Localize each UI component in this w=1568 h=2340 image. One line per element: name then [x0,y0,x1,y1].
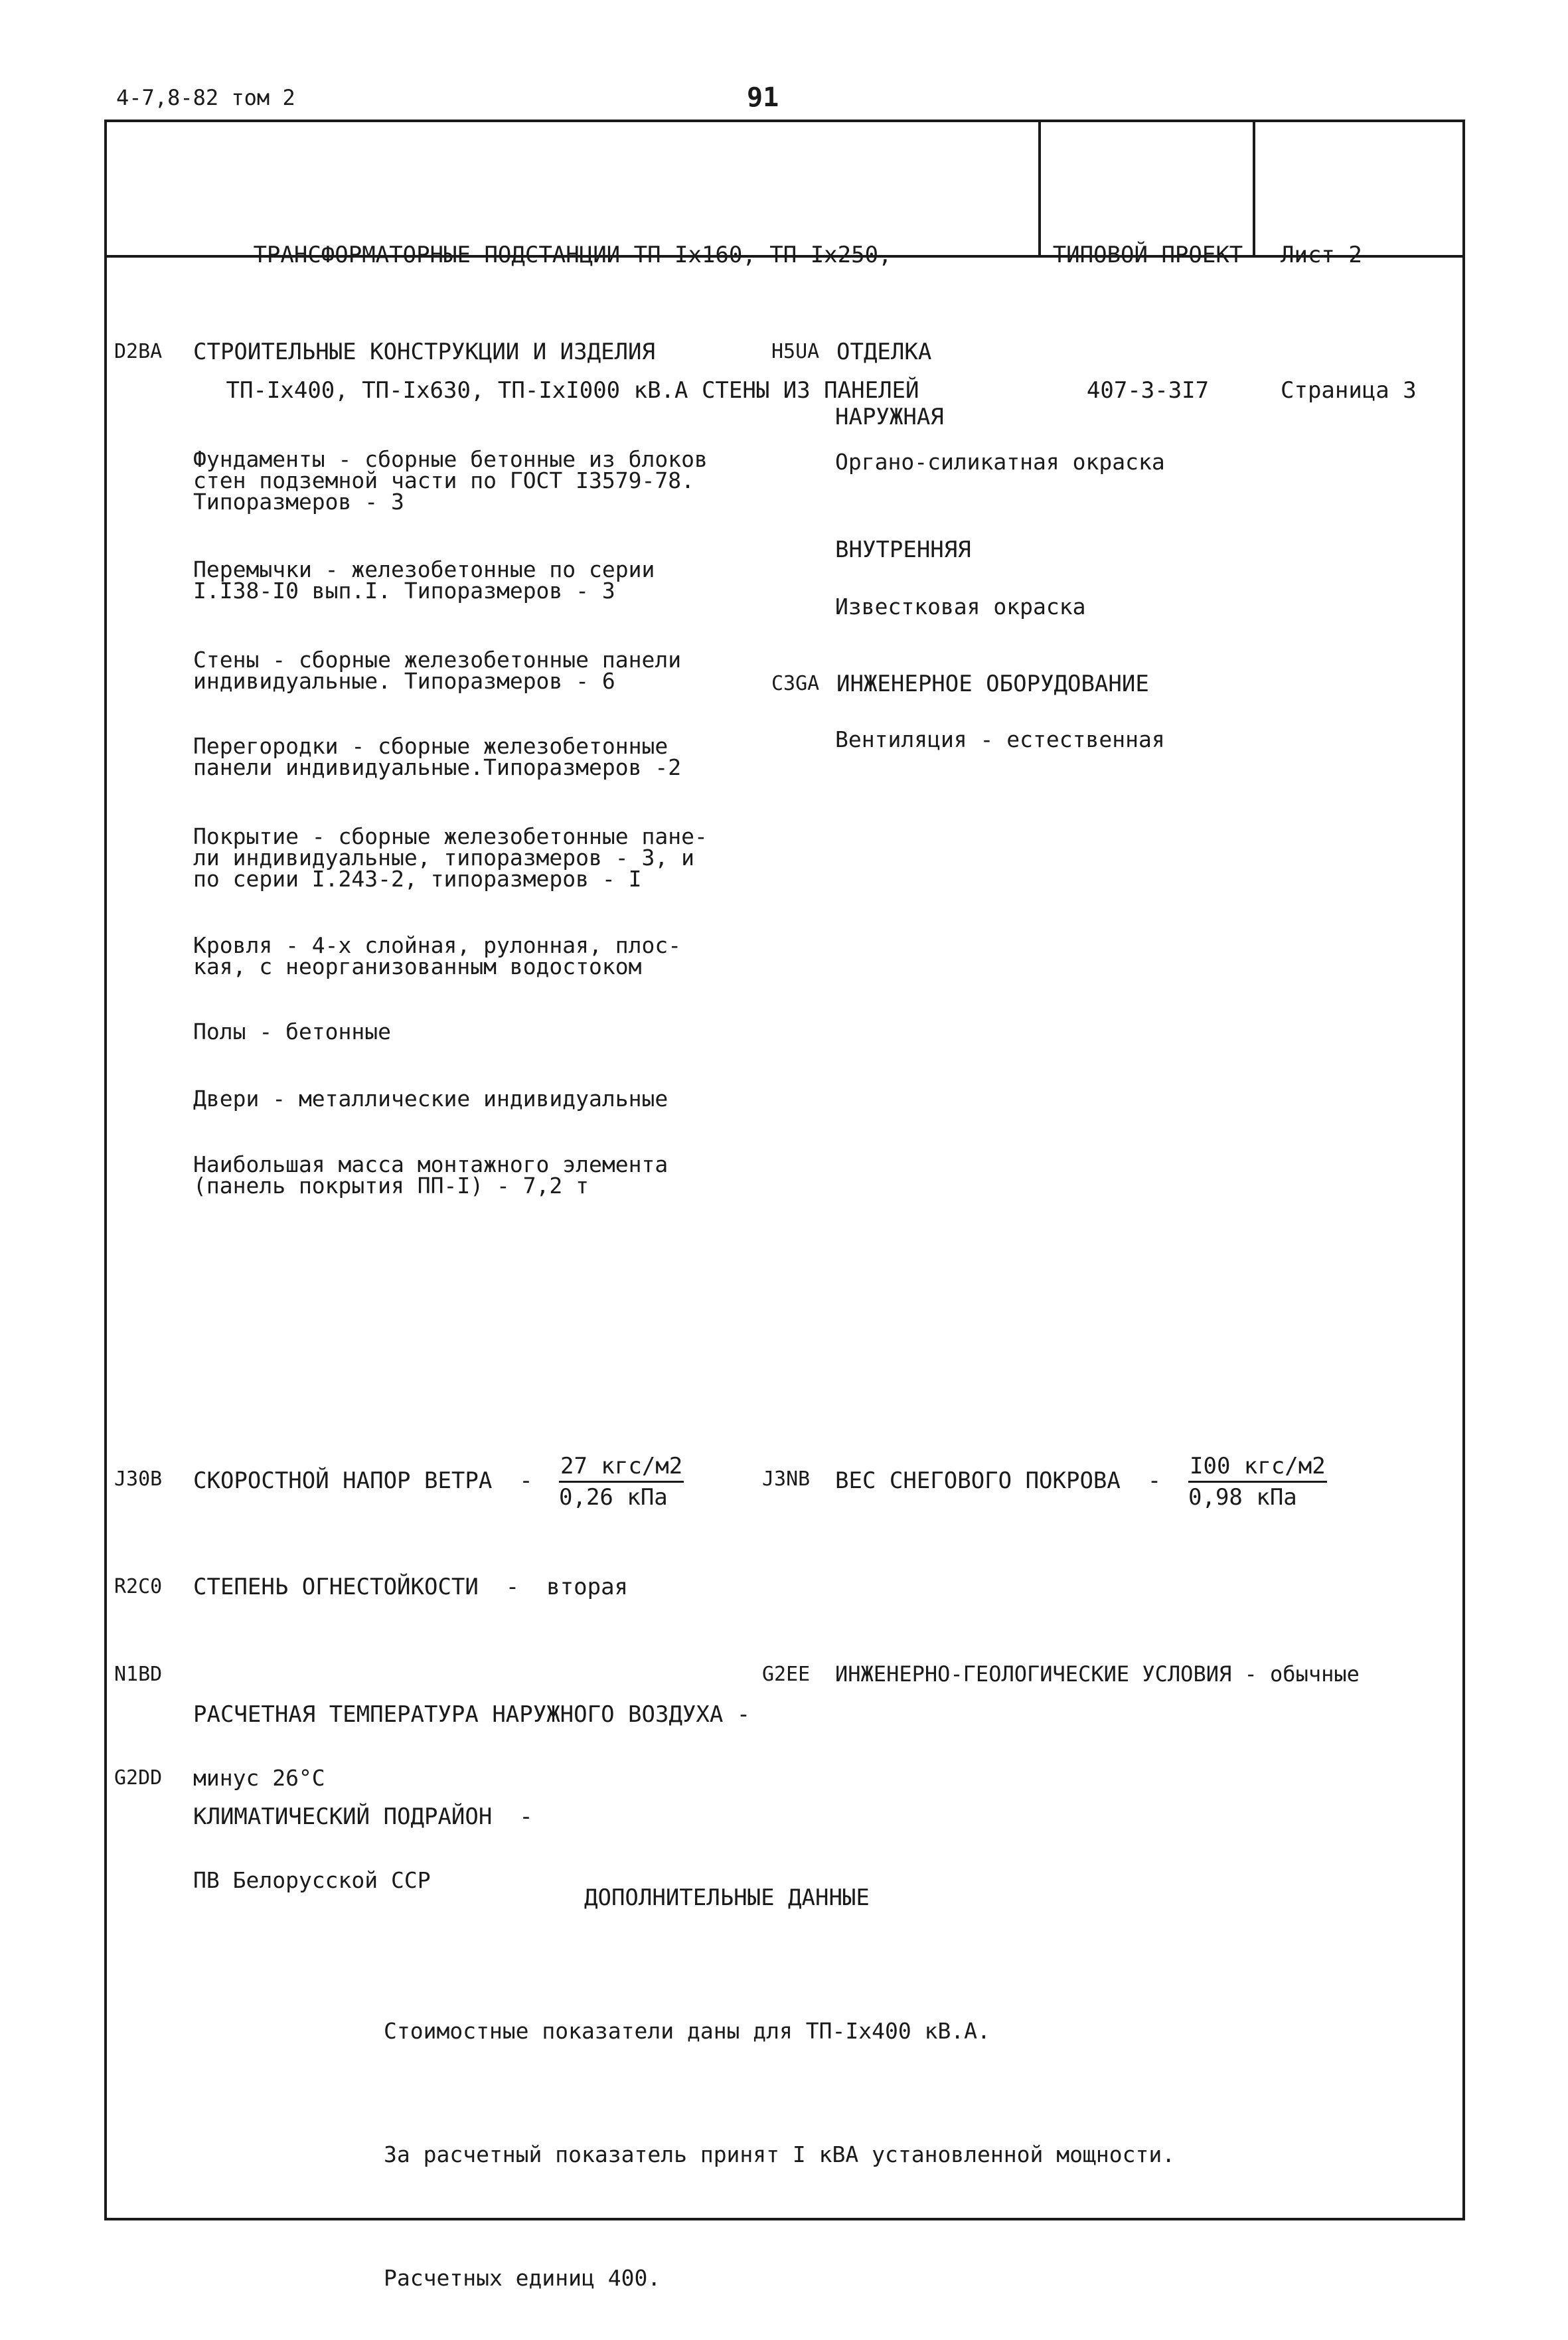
param-code: G2DD [114,1766,163,1790]
project-label: ТИПОВОЙ ПРОЕКТ [1052,242,1243,268]
inner-finish-label: ВНУТРЕННЯЯ [835,537,971,563]
param-code: G2EE [762,1663,811,1686]
inner-finish-value: Известковая окраска [835,594,1086,620]
project-number: 407-3-3I7 [1086,377,1210,404]
fire-resistance: СТЕПЕНЬ ОГНЕСТОЙКОСТИ - вторая [193,1574,629,1600]
param-code: J30B [114,1467,163,1491]
section-code: C3GA [771,672,820,695]
list-item-roof: Кровля - 4-х слойная, рулонная, плос- кая, с неорганизованным водостоком [193,932,682,979]
list-item-max-mass: Наибольшая масса монтажного элемента (панель покрытия ПП-I) - 7,2 т [193,1151,668,1199]
extra-line: Стоимостные показатели даны для ТП-Iх400 кВ.А. [384,2018,990,2044]
wind-pressure-value: 27 кгс/м2 0,26 кПа [559,1453,683,1511]
page-number: 91 [747,82,779,113]
extra-line: За расчетный показатель принят I кВА установленной мощности. [384,2141,1176,2167]
outer-finish-value: Органо-силикатная окраска [835,449,1165,475]
param-code: J3NB [762,1467,811,1491]
snow-load-value: I00 кгс/м2 0,98 кПа [1188,1453,1326,1511]
section-heading-construction: СТРОИТЕЛЬНЫЕ КОНСТРУКЦИИ И ИЗДЕЛИЯ [193,339,655,365]
list-item-partitions: Перегородки - сборные железобетонные панели индивидуальные.Типоразмеров -2 [193,733,682,780]
list-item-foundations: Фундаменты - сборные бетонные из блоков стен подземной части по ГОСТ I3579-78. Типоразмеров - 3 [193,446,708,515]
list-item-roofing: Покрытие - сборные железобетонные пане- ли индивидуальные, типоразмеров - 3, и по серии I.243-2, типоразмеров - I [193,823,708,892]
extra-data-text [384,1928,1175,2340]
param-code: N1BD [114,1663,163,1686]
header-column-divider [1253,122,1255,255]
list-item-lintels: Перемычки - железобетонные по серии I.I38-I0 вып.I. Типоразмеров - 3 [193,556,655,604]
document-code: 4-7,8-82 том 2 [116,85,295,110]
extra-line: Расчетных единиц 400. [384,2265,661,2291]
climate-subregion: КЛИМАТИЧЕСКИЙ ПОДРАЙОН - ПВ Белорусской ССР [193,1803,533,1893]
wind-pressure-label: СКОРОСТНОЙ НАПОР ВЕТРА - [193,1467,533,1494]
sheet-number: Лист 2 [1281,242,1362,268]
list-item-walls: Стены - сборные железобетонные панели индивидуальные. Типоразмеров - 6 [193,647,682,694]
section-heading-finish: ОТДЕЛКА [836,339,932,365]
ventilation-value: Вентиляция - естественная [835,726,1165,752]
header-column-divider [1038,122,1041,255]
param-code: R2C0 [114,1575,163,1598]
title-line: ТРАНСФОРМАТОРНЫЕ ПОДСТАНЦИИ ТП-Iх160, ТП-Iх250, [253,242,892,268]
title-line: ТП-Iх400, ТП-Iх630, ТП-IхI000 кВ.А СТЕНЫ ИЗ ПАНЕЛЕЙ [226,377,919,404]
extra-data-heading: ДОПОЛНИТЕЛЬНЫЕ ДАННЫЕ [584,1884,870,1911]
page-label: Страница 3 [1281,377,1417,404]
section-heading-engineering: ИНЖЕНЕРНОЕ ОБОРУДОВАНИЕ [836,671,1149,697]
outer-finish-label: НАРУЖНАЯ [835,404,944,430]
geological-conditions: ИНЖЕНЕРНО-ГЕОЛОГИЧЕСКИЕ УСЛОВИЯ - обычные [835,1661,1360,1687]
sheet-block [1281,142,1417,503]
outdoor-temperature: РАСЧЕТНАЯ ТЕМПЕРАТУРА НАРУЖНОГО ВОЗДУХА - минус 26°С [193,1701,751,1791]
section-code: H5UA [771,340,820,363]
list-item-floors: Полы - бетонные [193,1019,392,1045]
list-item-doors: Двери - металлические индивидуальные [193,1086,668,1112]
section-code: D2BA [114,340,163,363]
snow-load-label: ВЕС СНЕГОВОГО ПОКРОВА - [835,1467,1162,1494]
